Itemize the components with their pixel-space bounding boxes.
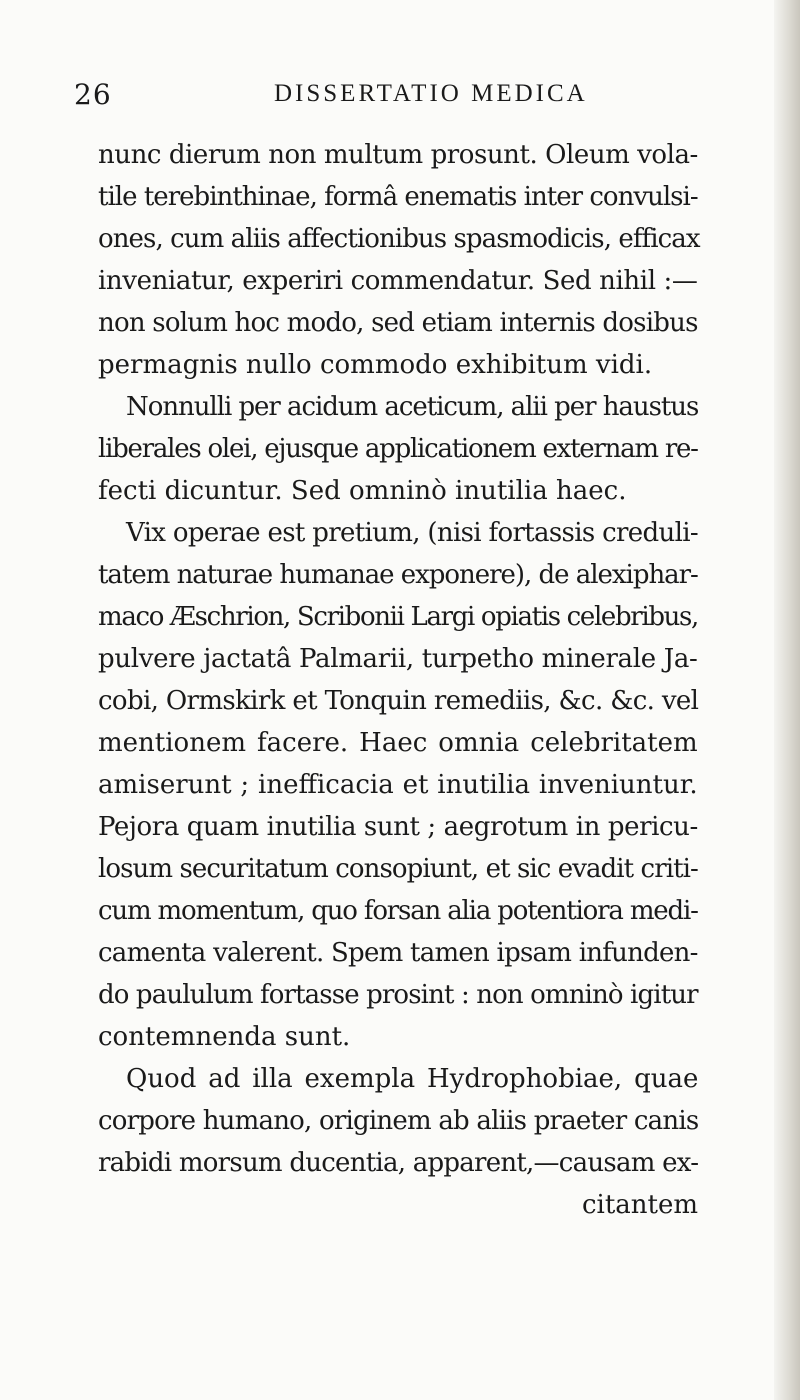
text-line: pulvere jactatâ Palmarii, turpetho minerale Ja- <box>98 644 698 674</box>
catchword: citantem <box>581 1190 698 1220</box>
text-line: maco Æschrion, Scribonii Largi opiatis celebribus, <box>98 602 698 632</box>
text-line: tile terebinthinae, formâ enematis inter convulsi- <box>98 182 698 212</box>
text-line: inveniatur, experiri commendatur. Sed nihil :— <box>98 266 698 296</box>
text-line: liberales olei, ejusque applicationem externam re- <box>98 434 698 464</box>
text-line: losum securitatum consopiunt, et sic evadit criti- <box>98 854 698 884</box>
text-line: mentionem facere. Haec omnia celebritatem <box>98 728 698 758</box>
text-line: amiserunt ; inefficacia et inutilia inveniuntur. <box>98 770 698 800</box>
text-line: nunc dierum non multum prosunt. Oleum vola- <box>98 140 698 170</box>
text-line: ones, cum aliis affectionibus spasmodicis, efficax <box>98 224 700 254</box>
page-number: 26 <box>74 78 112 111</box>
text-line: permagnis nullo commodo exhibitum vidi. <box>98 350 653 380</box>
text-line: Nonnulli per acidum aceticum, alii per haustus <box>126 392 699 422</box>
text-line: Quod ad illa exempla Hydrophobiae, quae <box>126 1064 699 1094</box>
text-line: Vix operae est pretium, (nisi fortassis creduli- <box>126 518 698 548</box>
text-line: do paululum fortasse prosint : non omninò igitur <box>98 980 698 1010</box>
text-line: Pejora quam inutilia sunt ; aegrotum in pericu- <box>98 812 698 842</box>
text-line: cum momentum, quo forsan alia potentiora medi- <box>98 896 698 926</box>
running-head: DISSERTATIO MEDICA <box>274 80 588 107</box>
text-line: camenta valerent. Spem tamen ipsam infunden- <box>98 938 698 968</box>
text-line: rabidi morsum ducentia, apparent,—causam ex- <box>98 1148 699 1178</box>
text-line: fecti dicuntur. Sed omninò inutilia haec. <box>98 476 627 506</box>
text-line: tatem naturae humanae exponere), de alexiphar- <box>98 560 698 590</box>
text-line: corpore humano, originem ab aliis praeter canis <box>98 1106 699 1136</box>
text-line: contemnenda sunt. <box>98 1022 351 1052</box>
text-line: non solum hoc modo, sed etiam internis dosibus <box>98 308 698 338</box>
text-line: cobi, Ormskirk et Tonquin remediis, &c. &c. vel <box>98 686 699 716</box>
